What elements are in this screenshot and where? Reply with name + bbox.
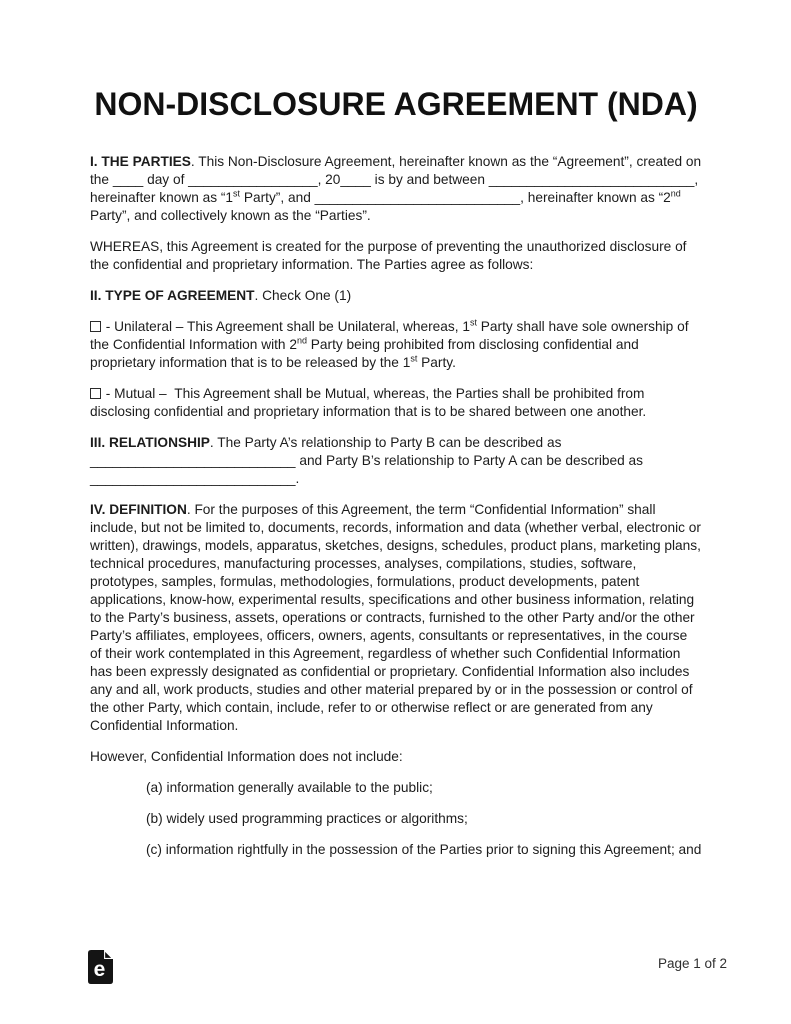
logo-letter: e: [93, 958, 106, 981]
section-parties-text: Party”, and ___________________________, hereinafter known as “2: [240, 190, 671, 205]
section-parties-text: Party”, and collectively known as the “Parties”.: [90, 208, 371, 223]
option-unilateral-sup: st: [469, 317, 477, 328]
document-body: [90, 153, 702, 859]
exclusion-c: [146, 841, 702, 859]
exclusion-a: [146, 779, 702, 797]
section-parties-sup: st: [233, 188, 241, 199]
section-parties-text: . This Non-Disclosure Agreement, hereinafter known as the “Agreement”, created on the ____ day of _________________, 20____ is by and between ___________________________, hereinafter known as “1: [90, 154, 702, 205]
document-content: [90, 86, 702, 872]
section-parties-sup: nd: [670, 188, 681, 199]
option-unilateral-checkbox[interactable]: [90, 321, 101, 332]
section-definition-text: . For the purposes of this Agreement, the term “Confidential Information” shall include, but not be limited to, documents, records, information and data (whether verbal, electronic or written), drawings, models, apparatus, sketches, designs, schedules, product plans, marketing plans, technical procedures, manufacturing processes, analyses, compilations, studies, software, prototypes, samples, formulas, methodologies, formulations, product developments, patent applications, know-how, experimental results, specifications and other business information, relating to the Party’s business, assets, operations or contracts, furnished to the other Party and/or the other Party’s affiliates, employees, officers, owners, agents, consultants or representatives, in the course of their work contemplated in this Agreement, regardless of whether such Confidential Information has been expressly designated as confidential or proprietary. Confidential Information also includes any and all, work products, studies and other material prepared by or in the possession or control of the other Party, which contain, include, refer to or otherwise reflect or are generated from any Confidential Information.: [90, 502, 701, 733]
document-title: NON-DISCLOSURE AGREEMENT (NDA): [94, 86, 698, 122]
option-unilateral-sup: nd: [296, 335, 307, 346]
section-type-of-agreement: [90, 287, 702, 305]
definition-exclusions-intro: [90, 748, 702, 766]
option-unilateral-sup: st: [410, 353, 418, 364]
section-relationship-text: . The Party A’s relationship to Party B can be described as ___________________________ and Party B’s relationship to Party A can be described as ___________________________.: [90, 435, 643, 486]
page-number-label: Page 1 of 2: [657, 956, 727, 971]
option-unilateral-text: Party.: [417, 355, 456, 370]
exclusion-c-text: (c) information rightfully in the possession of the Parties prior to signing this Agreement; and: [146, 842, 702, 857]
recital-whereas-text: WHEREAS, this Agreement is created for the purpose of preventing the unauthorized disclosure of the confidential and proprietary information. The Parties agree as follows:: [90, 239, 687, 272]
option-mutual: [90, 385, 702, 421]
section-parties-bold: I. THE PARTIES: [90, 154, 191, 169]
section-relationship: [90, 434, 702, 488]
exclusion-b-text: (b) widely used programming practices or algorithms;: [146, 811, 468, 826]
recital-whereas: [90, 238, 702, 274]
section-type-of-agreement-bold: II. TYPE OF AGREEMENT: [90, 288, 255, 303]
option-unilateral-text: Party shall have sole ownership of the Confidential Information with 2: [90, 319, 689, 352]
section-definition-bold: IV. DEFINITION: [90, 502, 187, 517]
definition-exclusions-intro-text: However, Confidential Information does not include:: [90, 749, 403, 764]
option-unilateral-text: Party being prohibited from disclosing confidential and proprietary information that is to be released by the 1: [90, 337, 639, 370]
section-parties: [90, 153, 702, 225]
document-fold-icon: [88, 950, 113, 984]
section-relationship-bold: III. RELATIONSHIP: [90, 435, 210, 450]
section-definition: [90, 501, 702, 735]
eforms-logo-icon: [88, 950, 113, 984]
option-unilateral: [90, 318, 702, 372]
exclusion-a-text: (a) information generally available to the public;: [146, 780, 433, 795]
section-type-of-agreement-text: . Check One (1): [254, 288, 352, 303]
option-unilateral-text: - Unilateral – This Agreement shall be Unilateral, whereas, 1: [102, 319, 470, 334]
option-mutual-text: - Mutual – This Agreement shall be Mutual, whereas, the Parties shall be prohibited from disclosing confidential and proprietary information that is to be shared between one another.: [90, 386, 647, 419]
exclusion-b: [146, 810, 702, 828]
option-mutual-checkbox[interactable]: [90, 388, 101, 399]
